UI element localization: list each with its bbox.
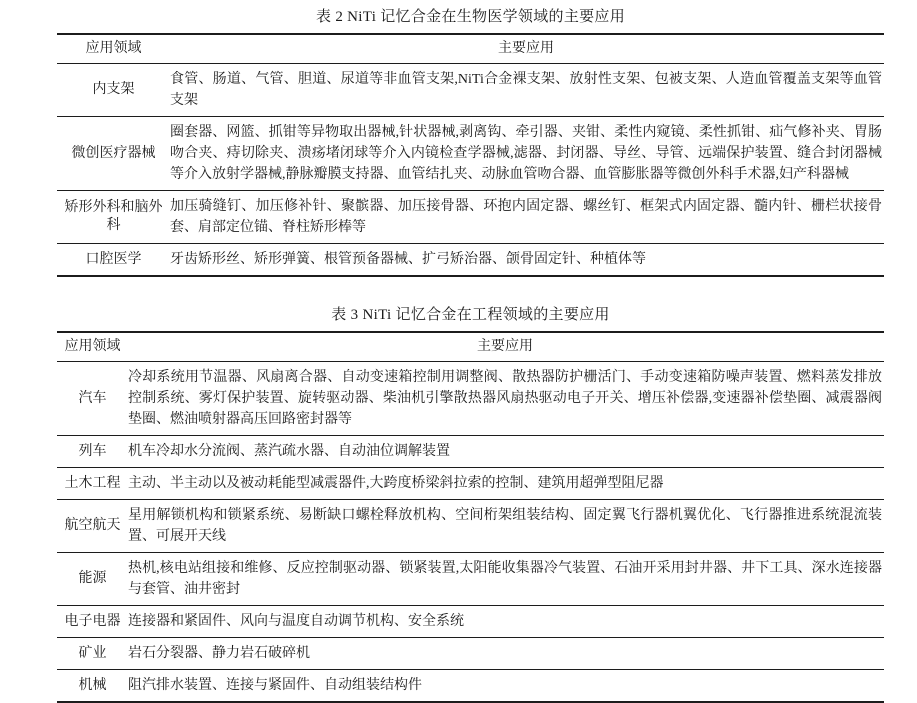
field-cell: 机械 <box>78 677 107 693</box>
applications-cell: 加压骑缝钉、加压修补针、聚髌器、加压接骨器、环抱内固定器、螺丝钉、框架式内固定器、髓内针、栅栏状接骨套、肩部定位锚、脊柱矫形棒等 <box>170 199 882 235</box>
applications-cell: 冷却系统用节温器、风扇离合器、自动变速箱控制用调整阀、散热器防护栅活门、手动变速箱防噪声装置、燃料蒸发排放控制系统、雾灯保护装置、旋转驱动器、柴油机引擎散热器风扇热驱动电子开关、增压补偿器,变速器补偿垫圈、减震器阀垫圈、燃油喷射器高压回路密封器等 <box>128 370 882 427</box>
table-row-energy <box>57 553 884 606</box>
field-cell: 口腔医学 <box>85 251 142 267</box>
column-header-main-applications: 主要应用 <box>477 339 533 354</box>
applications-cell: 岩石分裂器、静力岩石破碎机 <box>128 646 310 661</box>
field-cell: 微创医疗器械 <box>71 145 156 161</box>
table-row-mining <box>57 638 884 670</box>
table-3-section <box>57 277 884 703</box>
table-row-automobile <box>57 362 884 436</box>
column-header-application-field: 应用领域 <box>85 41 142 56</box>
applications-cell: 主动、半主动以及被动耗能型减震器件,大跨度桥梁斜拉索的控制、建筑用超弹型阻尼器 <box>128 476 664 491</box>
table-row-electronics <box>57 606 884 638</box>
table-row-aerospace <box>57 500 884 553</box>
field-cell: 矿业 <box>78 645 107 661</box>
field-cell: 汽车 <box>78 390 107 406</box>
table-2-header-row <box>57 35 884 64</box>
table-row-train <box>57 436 884 468</box>
table-3-title: 表 3 NiTi 记忆合金在工程领域的主要应用 <box>331 307 610 323</box>
table-2-biomedical-applications <box>57 33 884 277</box>
column-header-application-field: 应用领域 <box>64 339 121 354</box>
table-row-minimally-invasive-devices <box>57 117 884 191</box>
field-cell: 电子电器 <box>64 613 121 629</box>
table-row-internal-stents <box>57 64 884 117</box>
field-cell: 土木工程 <box>64 475 121 491</box>
applications-cell: 牙齿矫形丝、矫形弹簧、根管预备器械、扩弓矫治器、颌骨固定针、种植体等 <box>170 252 646 267</box>
table-row-civil-engineering <box>57 468 884 500</box>
field-cell: 能源 <box>78 571 107 586</box>
applications-cell: 热机,核电站组接和维修、反应控制驱动器、锁紧装置,太阳能收集器冷气装置、石油开采用封井器、井下工具、深水连接器与套管、油井密封 <box>128 561 882 597</box>
table-row-machinery <box>57 670 884 701</box>
field-cell: 矫形外科和脑外科 <box>64 200 163 233</box>
table-2-title: 表 2 NiTi 记忆合金在生物医学领域的主要应用 <box>315 9 626 25</box>
table-3-header-row <box>57 333 884 362</box>
field-cell: 内支架 <box>92 82 135 97</box>
table-2-section <box>57 0 884 277</box>
applications-cell: 星用解锁机构和锁紧系统、易断缺口螺栓释放机构、空间桁架组装结构、固定翼飞行器机翼优化、飞行器推进系统混流装置、可展开天线 <box>128 508 882 544</box>
table-row-dentistry <box>57 244 884 275</box>
applications-cell: 连接器和紧固件、风向与温度自动调节机构、安全系统 <box>128 614 464 629</box>
column-header-main-applications: 主要应用 <box>498 41 554 56</box>
applications-cell: 圈套器、网篮、抓钳等异物取出器械,针状器械,剥离钩、牵引器、夹钳、柔性内窥镜、柔性抓钳、疝气修补夹、胃肠吻合夹、痔切除夹、溃疡堵闭球等介入内镜检查学器械,滤器、封闭器、导丝、导管、远端保护装置、缝合封闭器械等介入放射学器械,静脉瓣膜支持器、血管结扎夹、动脉血管吻合器、血管膨胀器等微创外科手术器,妇产科器械 <box>170 125 882 182</box>
applications-cell: 食管、肠道、气管、胆道、尿道等非血管支架,NiTi合金裸支架、放射性支架、包被支架、人造血管覆盖支架等血管支架 <box>170 72 882 108</box>
applications-cell: 阻汽排水装置、连接与紧固件、自动组装结构件 <box>128 678 422 693</box>
field-cell: 航空航天 <box>64 518 121 533</box>
document-page <box>57 0 884 703</box>
applications-cell: 机车冷却水分流阀、蒸汽疏水器、自动油位调解装置 <box>128 444 450 459</box>
table-row-orthopedic-neurosurgery <box>57 191 884 244</box>
table-3-engineering-applications <box>57 331 884 703</box>
field-cell: 列车 <box>78 443 107 459</box>
